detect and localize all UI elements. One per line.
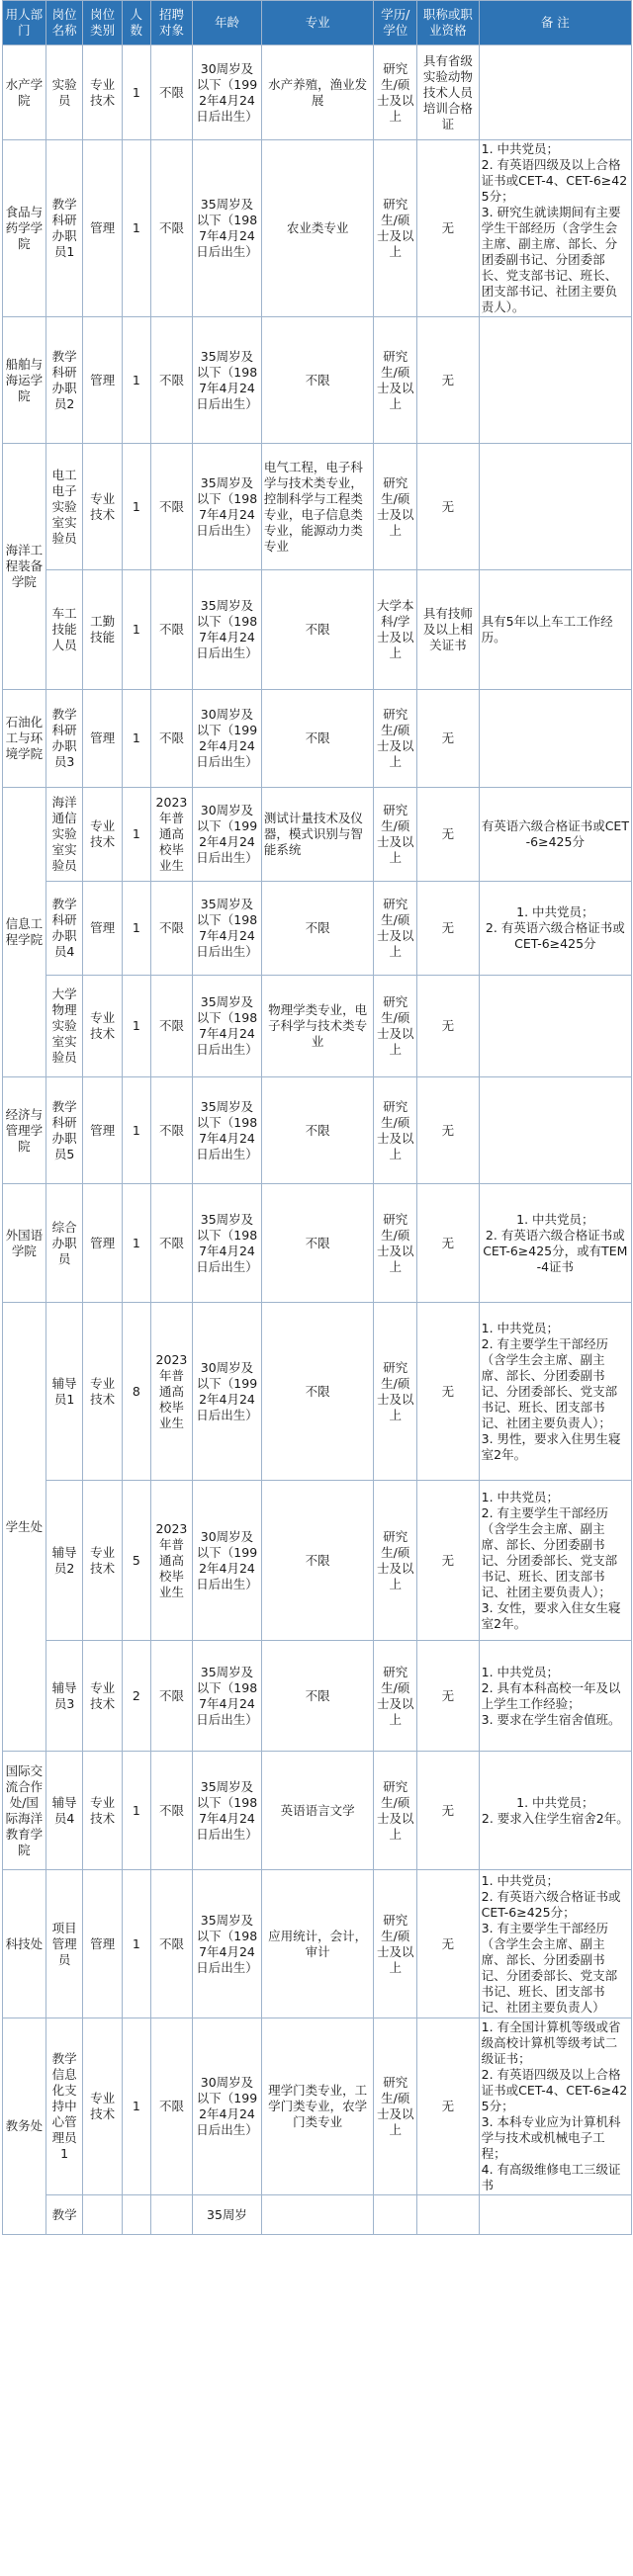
cell-degree: 研究生/硕士及以上	[374, 1481, 417, 1641]
cell-age: 30周岁及以下（1992年4月24日后出生）	[193, 788, 262, 882]
cell-category: 管理	[83, 1184, 122, 1303]
cell-post: 辅导员1	[45, 1303, 83, 1481]
cell-degree: 研究生/硕士及以上	[374, 45, 417, 140]
cell-post: 实验员	[45, 45, 83, 140]
cell-dept: 国际交流合作处/国际海洋教育学院	[3, 1752, 46, 1870]
cell-age: 35周岁	[193, 2195, 262, 2235]
cell-count: 1	[122, 444, 150, 570]
cell-notes	[479, 444, 631, 570]
cell-major: 不限	[261, 690, 374, 788]
cell-title: 无	[417, 1752, 480, 1870]
cell-count: 1	[122, 140, 150, 317]
cell-post: 车工技能人员	[45, 570, 83, 690]
cell-count	[122, 2195, 150, 2235]
cell-target: 不限	[150, 140, 192, 317]
cell-degree: 研究生/硕士及以上	[374, 2018, 417, 2195]
cell-degree: 研究生/硕士及以上	[374, 1870, 417, 2018]
cell-notes: 有英语六级合格证书或CET-6≥425分	[479, 788, 631, 882]
table-row	[3, 1481, 632, 1641]
cell-major: 水产养殖，渔业发展	[261, 45, 374, 140]
table-row	[3, 976, 632, 1077]
cell-dept: 海洋工程装备学院	[3, 444, 46, 690]
cell-major: 不限	[261, 1481, 374, 1641]
cell-dept: 学生处	[3, 1303, 46, 1752]
cell-target: 不限	[150, 570, 192, 690]
cell-target: 2023年普通高校毕业生	[150, 788, 192, 882]
cell-title: 无	[417, 1481, 480, 1641]
cell-notes	[479, 317, 631, 444]
cell-degree	[374, 2195, 417, 2235]
cell-dept: 经济与管理学院	[3, 1077, 46, 1184]
cell-count: 2	[122, 1641, 150, 1752]
header-post: 岗位名称	[45, 1, 83, 45]
table-row	[3, 140, 632, 317]
cell-degree: 研究生/硕士及以上	[374, 690, 417, 788]
cell-target: 不限	[150, 444, 192, 570]
table-row	[3, 1077, 632, 1184]
cell-degree: 研究生/硕士及以上	[374, 1077, 417, 1184]
table-row	[3, 444, 632, 570]
cell-age: 35周岁及以下（1987年4月24日后出生）	[193, 1184, 262, 1303]
table-row	[3, 690, 632, 788]
cell-category: 专业技术	[83, 1481, 122, 1641]
cell-title: 无	[417, 976, 480, 1077]
cell-degree: 大学本科/学士及以上	[374, 570, 417, 690]
cell-notes	[479, 1077, 631, 1184]
cell-major: 不限	[261, 1641, 374, 1752]
cell-category: 专业技术	[83, 1641, 122, 1752]
cell-notes: 1. 中共党员； 2. 有英语四级及以上合格证书或CET-4、CET-6≥425分； 3. 研究生就读期间有主要学生干部经历（含学生会主席、副主席、部长、分团委副书记、分团委部长、党支部书记、班长、团支部书记、社团主要负责人）。	[479, 140, 631, 317]
cell-count: 1	[122, 317, 150, 444]
cell-major: 电气工程，电子科学与技术类专业，控制科学与工程类专业，电子信息类专业，能源动力类专业	[261, 444, 374, 570]
header-title: 职称或职业资格	[417, 1, 480, 45]
cell-notes	[479, 690, 631, 788]
cell-title: 无	[417, 2018, 480, 2195]
cell-major: 英语语言文学	[261, 1752, 374, 1870]
cell-target: 不限	[150, 1870, 192, 2018]
cell-title: 具有省级实验动物技术人员培训合格证	[417, 45, 480, 140]
cell-major: 不限	[261, 1184, 374, 1303]
cell-degree: 研究生/硕士及以上	[374, 788, 417, 882]
cell-title: 无	[417, 1641, 480, 1752]
cell-target: 2023年普通高校毕业生	[150, 1303, 192, 1481]
cell-dept: 教务处	[3, 2018, 46, 2235]
cell-age: 35周岁及以下（1987年4月24日后出生）	[193, 976, 262, 1077]
cell-major: 测试计量技术及仪器，模式识别与智能系统	[261, 788, 374, 882]
table-row	[3, 1870, 632, 2018]
cell-category: 专业技术	[83, 976, 122, 1077]
cell-count: 8	[122, 1303, 150, 1481]
cell-count: 1	[122, 570, 150, 690]
cell-dept: 船舶与海运学院	[3, 317, 46, 444]
cell-title: 无	[417, 444, 480, 570]
cell-notes: 1. 中共党员； 2. 有主要学生干部经历（含学生会主席、副主席、部长、分团委副书记、分团委部长、党支部书记、班长、团支部书记、社团主要负责人）； 3. 女性，要求入住女生寝室2年。	[479, 1481, 631, 1641]
cell-post: 综合办职员	[45, 1184, 83, 1303]
cell-target: 不限	[150, 882, 192, 976]
cell-title: 无	[417, 1184, 480, 1303]
cell-major: 不限	[261, 1303, 374, 1481]
cell-age: 35周岁及以下（1987年4月24日后出生）	[193, 1870, 262, 2018]
cell-target: 2023年普通高校毕业生	[150, 1481, 192, 1641]
cell-count: 1	[122, 976, 150, 1077]
cell-count: 1	[122, 1870, 150, 2018]
cell-target	[150, 2195, 192, 2235]
cell-age: 30周岁及以下（1992年4月24日后出生）	[193, 2018, 262, 2195]
cell-major: 理学门类专业，工学门类专业，农学门类专业	[261, 2018, 374, 2195]
cell-degree: 研究生/硕士及以上	[374, 1184, 417, 1303]
recruitment-table	[2, 0, 632, 2235]
cell-major	[261, 2195, 374, 2235]
cell-post: 辅导员2	[45, 1481, 83, 1641]
cell-target: 不限	[150, 1641, 192, 1752]
table-row	[3, 570, 632, 690]
cell-title: 无	[417, 140, 480, 317]
cell-count: 1	[122, 882, 150, 976]
cell-category: 专业技术	[83, 1752, 122, 1870]
cell-title: 具有技师及以上相关证书	[417, 570, 480, 690]
cell-notes	[479, 976, 631, 1077]
cell-category: 管理	[83, 317, 122, 444]
cell-target: 不限	[150, 2018, 192, 2195]
table-row	[3, 788, 632, 882]
cell-post: 教学科研办职员2	[45, 317, 83, 444]
cell-major: 不限	[261, 882, 374, 976]
cell-title: 无	[417, 882, 480, 976]
cell-notes	[479, 2195, 631, 2235]
cell-age: 30周岁及以下（1992年4月24日后出生）	[193, 1481, 262, 1641]
table-row	[3, 2018, 632, 2195]
cell-major: 不限	[261, 317, 374, 444]
cell-notes: 1. 有全国计算机等级或省级高校计算机等级考试二级证书； 2. 有英语四级及以上合格证书或CET-4、CET-6≥425分； 3. 本科专业应为计算机科学与技术或机械电子工程； 4. 有高级维修电工三级证书	[479, 2018, 631, 2195]
cell-dept: 水产学院	[3, 45, 46, 140]
cell-target: 不限	[150, 1184, 192, 1303]
table-row	[3, 1641, 632, 1752]
cell-post: 辅导员4	[45, 1752, 83, 1870]
cell-post: 电工电子实验室实验员	[45, 444, 83, 570]
cell-age: 35周岁及以下（1987年4月24日后出生）	[193, 317, 262, 444]
cell-age: 30周岁及以下（1992年4月24日后出生）	[193, 45, 262, 140]
cell-notes: 1. 中共党员； 2. 有英语六级合格证书或CET-6≥425分，或有TEM-4证书	[479, 1184, 631, 1303]
cell-degree: 研究生/硕士及以上	[374, 317, 417, 444]
cell-post: 教学科研办职员3	[45, 690, 83, 788]
cell-degree: 研究生/硕士及以上	[374, 1303, 417, 1481]
cell-target: 不限	[150, 976, 192, 1077]
cell-category: 专业技术	[83, 788, 122, 882]
cell-title: 无	[417, 788, 480, 882]
cell-notes: 1. 中共党员； 2. 要求入住学生宿舍2年。	[479, 1752, 631, 1870]
cell-major: 不限	[261, 1077, 374, 1184]
table-row	[3, 1303, 632, 1481]
cell-target: 不限	[150, 1077, 192, 1184]
cell-dept: 科技处	[3, 1870, 46, 2018]
header-major: 专业	[261, 1, 374, 45]
cell-post: 辅导员3	[45, 1641, 83, 1752]
cell-notes: 具有5年以上车工工作经历。	[479, 570, 631, 690]
cell-category: 管理	[83, 1077, 122, 1184]
table-row	[3, 1752, 632, 1870]
cell-count: 1	[122, 1752, 150, 1870]
cell-dept: 信息工程学院	[3, 788, 46, 1077]
cell-target: 不限	[150, 1752, 192, 1870]
cell-category: 专业技术	[83, 1303, 122, 1481]
cell-title: 无	[417, 1870, 480, 2018]
cell-post: 教学科研办职员1	[45, 140, 83, 317]
cell-major: 物理学类专业，电子科学与技术类专业	[261, 976, 374, 1077]
cell-count: 5	[122, 1481, 150, 1641]
cell-degree: 研究生/硕士及以上	[374, 444, 417, 570]
cell-category: 管理	[83, 140, 122, 317]
cell-count: 1	[122, 1184, 150, 1303]
cell-post: 教学	[45, 2195, 83, 2235]
cell-post: 海洋通信实验室实验员	[45, 788, 83, 882]
cell-category: 专业技术	[83, 2018, 122, 2195]
cell-notes: 1. 中共党员； 2. 有主要学生干部经历（含学生会主席、副主席、部长、分团委副书记、分团委部长、党支部书记、班长、团支部书记、社团主要负责人）； 3. 男性，要求入住男生寝室2年。	[479, 1303, 631, 1481]
header-target: 招聘对象	[150, 1, 192, 45]
cell-target: 不限	[150, 317, 192, 444]
cell-category: 管理	[83, 1870, 122, 2018]
cell-category: 管理	[83, 690, 122, 788]
cell-age: 35周岁及以下（1987年4月24日后出生）	[193, 882, 262, 976]
cell-degree: 研究生/硕士及以上	[374, 1641, 417, 1752]
cell-age: 35周岁及以下（1987年4月24日后出生）	[193, 1077, 262, 1184]
cell-major: 应用统计，会计，审计	[261, 1870, 374, 2018]
cell-category: 管理	[83, 882, 122, 976]
cell-age: 35周岁及以下（1987年4月24日后出生）	[193, 444, 262, 570]
cell-title: 无	[417, 1303, 480, 1481]
cell-post: 大学物理实验室实验员	[45, 976, 83, 1077]
cell-category: 工勤技能	[83, 570, 122, 690]
table-row	[3, 317, 632, 444]
cell-count: 1	[122, 2018, 150, 2195]
header-count: 人数	[122, 1, 150, 45]
cell-degree: 研究生/硕士及以上	[374, 882, 417, 976]
cell-degree: 研究生/硕士及以上	[374, 976, 417, 1077]
cell-post: 教学科研办职员5	[45, 1077, 83, 1184]
cell-degree: 研究生/硕士及以上	[374, 1752, 417, 1870]
cell-title: 无	[417, 1077, 480, 1184]
header-notes: 备 注	[479, 1, 631, 45]
cell-dept: 外国语学院	[3, 1184, 46, 1303]
table-row	[3, 1184, 632, 1303]
cell-category: 专业技术	[83, 45, 122, 140]
cell-target: 不限	[150, 690, 192, 788]
cell-title	[417, 2195, 480, 2235]
cell-post: 教学科研办职员4	[45, 882, 83, 976]
header-row	[3, 1, 632, 45]
cell-age: 30周岁及以下（1992年4月24日后出生）	[193, 1303, 262, 1481]
cell-age: 30周岁及以下（1992年4月24日后出生）	[193, 690, 262, 788]
cell-notes: 1. 中共党员； 2. 具有本科高校一年及以上学生工作经验； 3. 要求在学生宿舍值班。	[479, 1641, 631, 1752]
cell-count: 1	[122, 788, 150, 882]
cell-major: 不限	[261, 570, 374, 690]
table-row	[3, 882, 632, 976]
cell-count: 1	[122, 1077, 150, 1184]
header-degree: 学历/学位	[374, 1, 417, 45]
table-row	[3, 45, 632, 140]
cell-category	[83, 2195, 122, 2235]
cell-dept: 食品与药学学院	[3, 140, 46, 317]
cell-dept: 石油化工与环境学院	[3, 690, 46, 788]
cell-major: 农业类专业	[261, 140, 374, 317]
cell-notes: 1. 中共党员； 2. 有英语六级合格证书或CET-6≥425分； 3. 有主要学生干部经历（含学生会主席、副主席、部长、分团委副书记、分团委部长、党支部书记、班长、团支部书记、社团主要负责人）	[479, 1870, 631, 2018]
cell-age: 35周岁及以下（1987年4月24日后出生）	[193, 1641, 262, 1752]
cell-post: 项目管理员	[45, 1870, 83, 2018]
cell-notes: 1. 中共党员； 2. 有英语六级合格证书或CET-6≥425分	[479, 882, 631, 976]
header-age: 年龄	[193, 1, 262, 45]
cell-title: 无	[417, 690, 480, 788]
cell-category: 专业技术	[83, 444, 122, 570]
cell-degree: 研究生/硕士及以上	[374, 140, 417, 317]
header-category: 岗位类别	[83, 1, 122, 45]
cell-target: 不限	[150, 45, 192, 140]
cell-age: 35周岁及以下（1987年4月24日后出生）	[193, 1752, 262, 1870]
header-dept: 用人部门	[3, 1, 46, 45]
cell-age: 35周岁及以下（1987年4月24日后出生）	[193, 570, 262, 690]
cell-title: 无	[417, 317, 480, 444]
table-row	[3, 2195, 632, 2235]
cell-count: 1	[122, 45, 150, 140]
cell-age: 35周岁及以下（1987年4月24日后出生）	[193, 140, 262, 317]
cell-post: 教学信息化支持中心管理员1	[45, 2018, 83, 2195]
cell-notes	[479, 45, 631, 140]
cell-count: 1	[122, 690, 150, 788]
